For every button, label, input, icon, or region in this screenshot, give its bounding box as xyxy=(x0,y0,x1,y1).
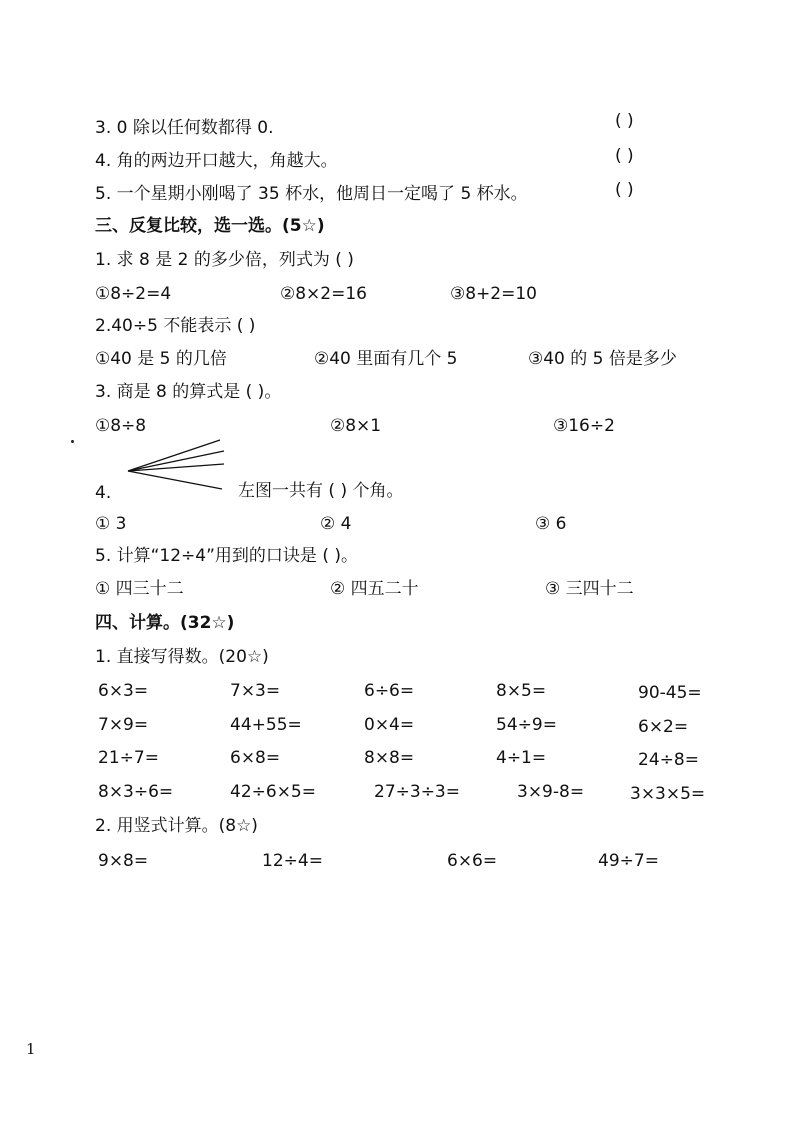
calc-expression: 8×5= xyxy=(496,681,547,701)
calc-expression: 27÷3÷3= xyxy=(374,782,460,802)
calc-part2-title: 2. 用竖式计算。(8☆) xyxy=(95,816,258,836)
calc-expression: 7×3= xyxy=(230,681,281,701)
choice-q4-option-3[interactable]: ③ 6 xyxy=(535,514,567,534)
answer-blank-4[interactable]: ( ) xyxy=(615,146,634,166)
judgement-item-4: 4. 角的两边开口越大，角越大。 xyxy=(95,151,338,171)
choice-q5-option-2[interactable]: ② 四五二十 xyxy=(330,579,419,599)
calc-expression: 6×2= xyxy=(638,717,689,737)
choice-q5-option-3[interactable]: ③ 三四十二 xyxy=(545,579,634,599)
choice-q5-stem: 5. 计算“12÷4”用到的口诀是 ( )。 xyxy=(95,546,359,566)
answer-blank-5[interactable]: ( ) xyxy=(615,180,634,200)
vertical-calc-item: 49÷7= xyxy=(598,851,659,871)
calc-expression: 0×4= xyxy=(364,715,415,735)
choice-q2-option-3[interactable]: ③40 的 5 倍是多少 xyxy=(528,349,677,369)
calc-expression: 24÷8= xyxy=(638,750,699,770)
page-number: 1 xyxy=(26,1040,36,1058)
choice-q1-option-2[interactable]: ②8×2=16 xyxy=(280,284,367,304)
calc-expression: 90-45= xyxy=(638,683,702,703)
calc-expression: 8×8= xyxy=(364,748,415,768)
calc-expression: 6×3= xyxy=(98,681,149,701)
choice-q3-option-1[interactable]: ①8÷8 xyxy=(95,416,147,436)
answer-blank-3[interactable]: ( ) xyxy=(615,111,634,131)
choice-q2-option-2[interactable]: ②40 里面有几个 5 xyxy=(314,349,458,369)
angle-figure xyxy=(120,437,230,493)
choice-q2-option-1[interactable]: ①40 是 5 的几倍 xyxy=(95,349,227,369)
choice-q4-option-1[interactable]: ① 3 xyxy=(95,514,127,534)
angle-ray-1 xyxy=(128,440,220,471)
choice-q4-stem: 左图一共有 ( ) 个角。 xyxy=(238,481,404,501)
calc-expression: 54÷9= xyxy=(496,715,557,735)
choice-q2-stem: 2.40÷5 不能表示 ( ) xyxy=(95,316,256,336)
choice-q4-number: 4. xyxy=(95,483,112,503)
calc-expression: 6×8= xyxy=(230,748,281,768)
calc-expression: 4÷1= xyxy=(496,748,547,768)
vertical-calc-item: 9×8= xyxy=(98,851,149,871)
calc-expression: 8×3÷6= xyxy=(98,782,174,802)
calc-expression: 44+55= xyxy=(230,715,302,735)
calc-expression: 3×9-8= xyxy=(517,782,585,802)
choice-q1-option-1[interactable]: ①8÷2=4 xyxy=(95,284,172,304)
stray-dot-mark xyxy=(71,440,74,443)
judgement-item-5: 5. 一个星期小刚喝了 35 杯水，他周日一定喝了 5 杯水。 xyxy=(95,184,528,204)
choice-q5-option-1[interactable]: ① 四三十二 xyxy=(95,579,184,599)
calc-part1-title: 1. 直接写得数。(20☆) xyxy=(95,647,269,667)
section-three-title: 三、反复比较，选一选。(5☆) xyxy=(95,216,325,236)
choice-q1-option-3[interactable]: ③8+2=10 xyxy=(450,284,537,304)
choice-q4-option-2[interactable]: ② 4 xyxy=(320,514,352,534)
section-four-title: 四、计算。(32☆) xyxy=(95,613,235,633)
judgement-item-3: 3. 0 除以任何数都得 0. xyxy=(95,118,274,138)
calc-expression: 6÷6= xyxy=(364,681,415,701)
vertical-calc-item: 6×6= xyxy=(447,851,498,871)
choice-q1-stem: 1. 求 8 是 2 的多少倍，列式为 ( ) xyxy=(95,250,354,270)
calc-expression: 3×3×5= xyxy=(630,784,706,804)
calc-expression: 21÷7= xyxy=(98,748,159,768)
choice-q3-option-2[interactable]: ②8×1 xyxy=(330,416,382,436)
angle-ray-4 xyxy=(128,471,222,489)
choice-q3-stem: 3. 商是 8 的算式是 ( )。 xyxy=(95,382,282,402)
vertical-calc-item: 12÷4= xyxy=(262,851,323,871)
calc-expression: 7×9= xyxy=(98,715,149,735)
choice-q3-option-3[interactable]: ③16÷2 xyxy=(553,416,615,436)
calc-expression: 42÷6×5= xyxy=(230,782,316,802)
